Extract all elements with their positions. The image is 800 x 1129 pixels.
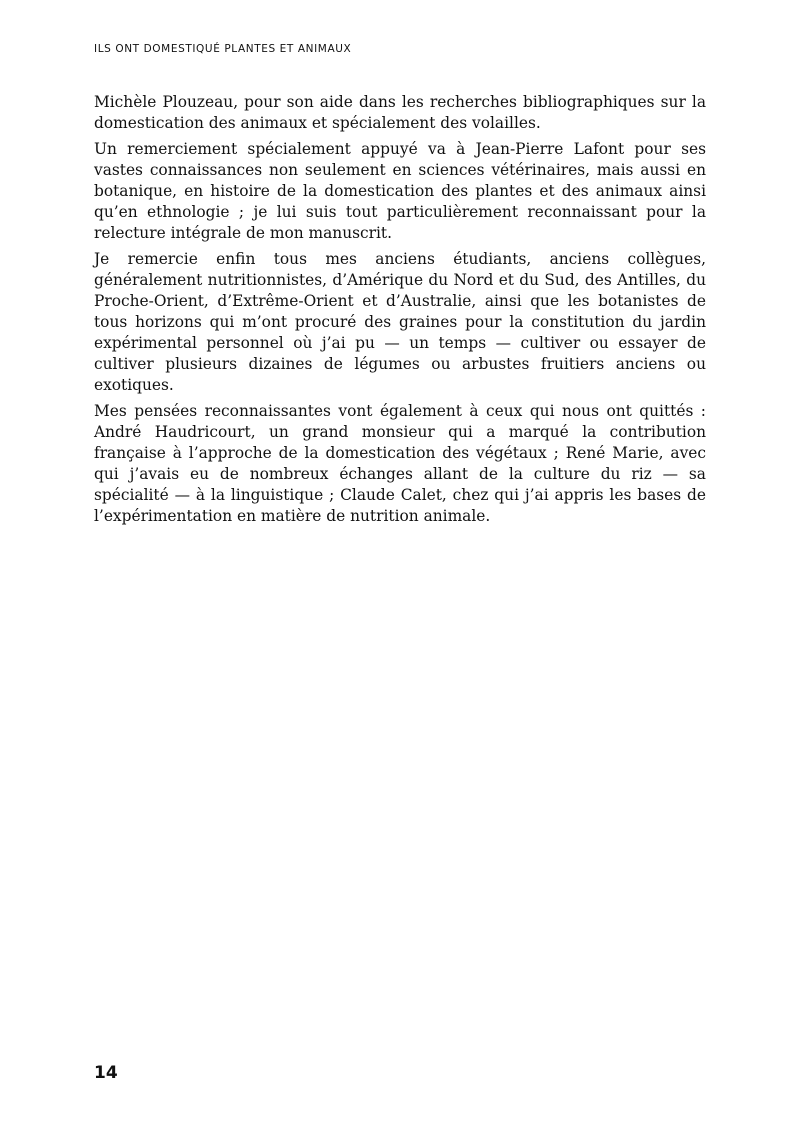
paragraph: Michèle Plouzeau, pour son aide dans les recherches bibliographiques sur la domestication des animaux et spécialement des volailles. — [94, 93, 706, 132]
paragraph: Je remercie enfin tous mes anciens étudiants, anciens collègues, généralement nutritionnistes, d’Amérique du Nord et du Sud, des Antilles, du Proche-Orient, d’Extrême-Orient et d’Australie, ainsi que les botanistes de tous horizons qui m’ont procuré des graines pour la constitution du jardin expérimental personnel où j’ai pu — un temps — cultiver ou essayer de cultiver plusieurs dizaines de légumes ou arbustes fruitiers anciens ou exotiques. — [94, 250, 706, 394]
running-head: ILS ONT DOMESTIQUÉ PLANTES ET ANIMAUX — [94, 43, 352, 55]
paragraph: Mes pensées reconnaissantes vont également à ceux qui nous ont quittés : André Haudricourt, un grand monsieur qui a marqué la contribution française à l’approche de la domestication des végétaux ; René Marie, avec qui j’avais eu de nombreux échanges allant de la culture du riz — sa spécialité — à la linguistique ; Claude Calet, chez qui j’ai appris les bases de l’expérimentation en matière de nutrition animale. — [94, 402, 706, 525]
body-text — [94, 92, 706, 532]
page-number: 14 — [94, 1063, 118, 1083]
paragraph: Un remerciement spécialement appuyé va à Jean-Pierre Lafont pour ses vastes connaissances non seulement en sciences vétérinaires, mais aussi en botanique, en histoire de la domestication des plantes et des animaux ainsi qu’en ethnologie ; je lui suis tout particulièrement reconnaissant pour la relecture intégrale de mon manuscrit. — [94, 140, 706, 242]
